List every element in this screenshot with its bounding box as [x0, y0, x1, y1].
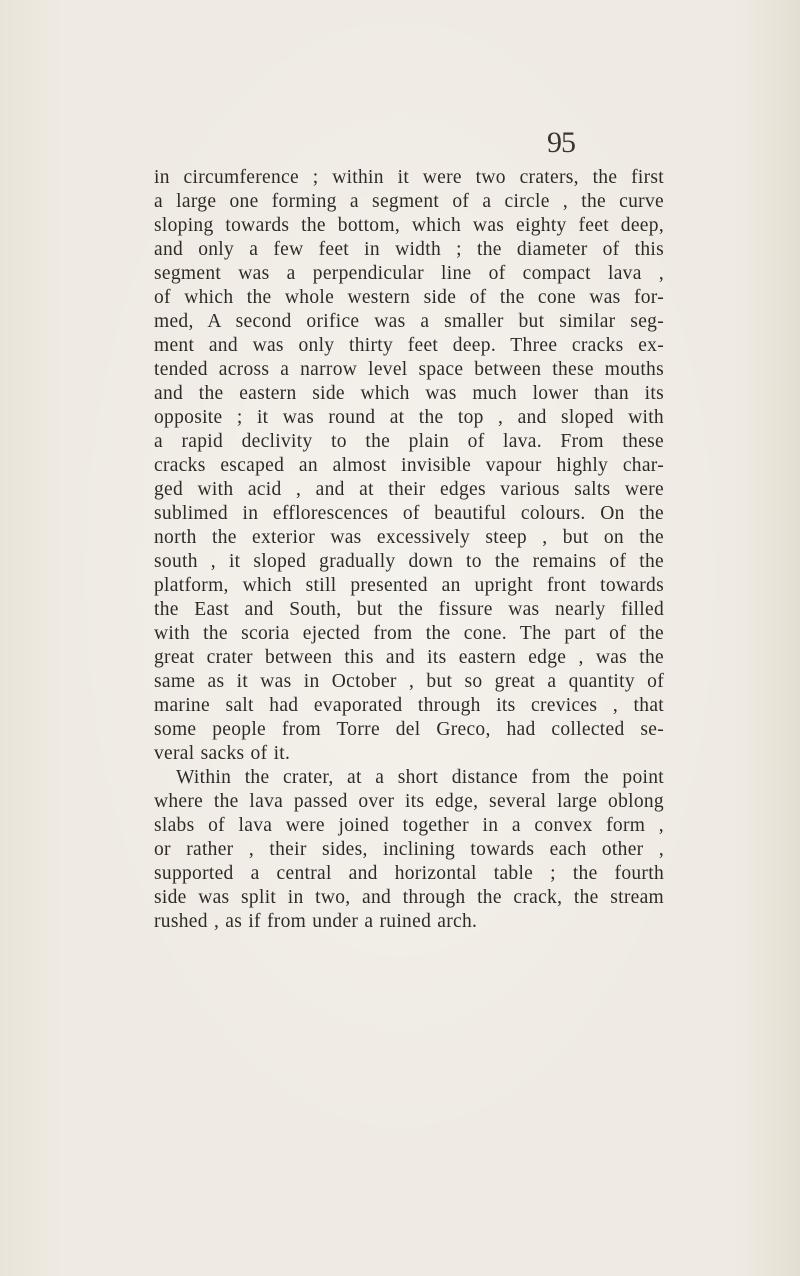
text-line: sublimed in efflorescences of beautiful colours. On the: [154, 503, 664, 524]
text-line: ged with acid , and at their edges various salts were: [154, 479, 664, 500]
text-line: a large one forming a segment of a circle , the curve: [154, 191, 664, 212]
text-line: some people from Torre del Greco, had collected se-: [154, 719, 664, 740]
text-line: side was split in two, and through the crack, the stream: [154, 887, 664, 908]
text-line: a rapid declivity to the plain of lava. From these: [154, 431, 664, 452]
paragraph-start-line: Within the crater, at a short distance from the point: [176, 767, 664, 788]
text-line: cracks escaped an almost invisible vapour highly char-: [154, 455, 664, 476]
text-line: in circumference ; within it were two craters, the first: [154, 167, 664, 188]
text-line: same as it was in October , but so great a quantity of: [154, 671, 664, 692]
text-line: and the eastern side which was much lower than its: [154, 383, 664, 404]
text-line: rushed , as if from under a ruined arch.: [154, 911, 478, 932]
text-line: north the exterior was excessively steep , but on the: [154, 527, 664, 548]
text-line: segment was a perpendicular line of compact lava ,: [154, 263, 664, 284]
text-line: opposite ; it was round at the top , and sloped with: [154, 407, 664, 428]
text-line: slabs of lava were joined together in a convex form ,: [154, 815, 664, 836]
text-line: ment and was only thirty feet deep. Three cracks ex-: [154, 335, 664, 356]
text-line: supported a central and horizontal table ; the fourth: [154, 863, 664, 884]
page-body-text: [154, 166, 664, 934]
text-line: sloping towards the bottom, which was eighty feet deep,: [154, 215, 664, 236]
text-line: marine salt had evaporated through its crevices , that: [154, 695, 664, 716]
text-line: the East and South, but the fissure was nearly filled: [154, 599, 664, 620]
text-line: of which the whole western side of the cone was for-: [154, 287, 664, 308]
text-line: veral sacks of it.: [154, 743, 291, 764]
text-line: with the scoria ejected from the cone. The part of the: [154, 623, 664, 644]
text-line: or rather , their sides, inclining towards each other ,: [154, 839, 664, 860]
text-line: south , it sloped gradually down to the remains of the: [154, 551, 664, 572]
page-number: 95: [547, 126, 575, 159]
text-line: great crater between this and its eastern edge , was the: [154, 647, 664, 668]
text-line: tended across a narrow level space between these mouths: [154, 359, 664, 380]
text-line: med, A second orifice was a smaller but similar seg-: [154, 311, 664, 332]
text-line: where the lava passed over its edge, several large oblong: [154, 791, 664, 812]
text-line: and only a few feet in width ; the diameter of this: [154, 239, 664, 260]
text-line: platform, which still presented an upright front towards: [154, 575, 664, 596]
